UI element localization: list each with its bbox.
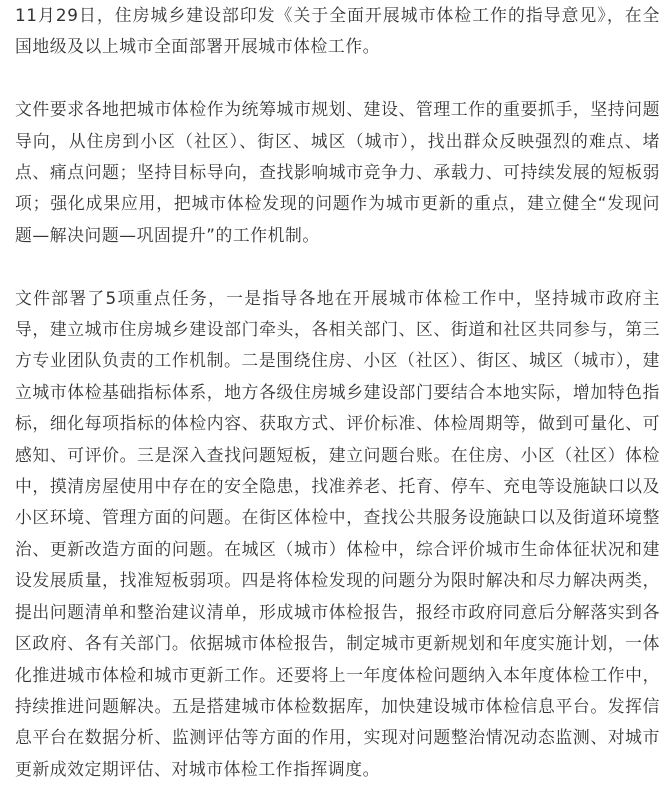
article-paragraph-requirements: 文件要求各地把城市体检作为统筹城市规划、建设、管理工作的重要抓手，坚持问题导向，从住房到小区（社区）、街区、城区（城市），找出群众反映强烈的难点、堵点、痛点问题；坚持目标导向，查找影响城市竞争力、承载力、可持续发展的短板弱项；强化成果应用，把城市体检发现的问题作为城市更新的重点，建立健全“发现问题—解决问题—巩固提升”的工作机制。 xyxy=(15,99,660,245)
article-paragraph-intro: 11月29日，住房城乡建设部印发《关于全面开展城市体检工作的指导意见》，在全国地级及以上城市全面部署开展城市体检工作。 xyxy=(15,5,660,57)
article-paragraph-tasks: 文件部署了5项重点任务，一是指导各地在开展城市体检工作中，坚持城市政府主导，建立城市住房城乡建设部门牵头，各相关部门、区、街道和社区共同参与，第三方专业团队负责的工作机制。二是围绕住房、小区（社区）、街区、城区（城市），建立城市体检基础指标体系，地方各级住房城乡建设部门要结合本地实际，增加特色指标，细化每项指标的体检内容、获取方式、评价标准、体检周期等，做到可量化、可感知、可评价。三是深入查找问题短板，建立问题台账。在住房、小区（社区）体检中，摸清房屋使用中存在的安全隐患，找准养老、托育、停车、充电等设施缺口以及小区环境、管理方面的问题。在街区体检中，查找公共服务设施缺口以及街道环境整治、更新改造方面的问题。在城区（城市）体检中，综合评价城市生命体征状况和建设发展质量，找准短板弱项。四是将体检发现的问题分为限时解决和尽力解决两类，提出问题清单和整治建议清单，形成城市体检报告，报经市政府同意后分解落实到各区政府、各有关部门。依据城市体检报告，制定城市更新规划和年度实施计划，一体化推进城市体检和城市更新工作。还要将上一年度体检问题纳入本年度体检工作中，持续推进问题解决。五是搭建城市体检数据库，加快建设城市体检信息平台。发挥信息平台在数据分析、监测评估等方面的作用，实现对问题整治情况动态监测、对城市更新成效定期评估、对城市体检工作指挥调度。 xyxy=(15,287,660,779)
